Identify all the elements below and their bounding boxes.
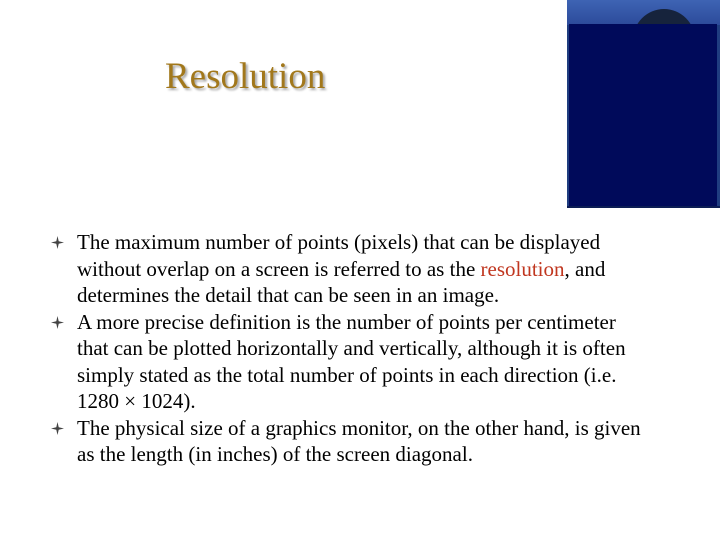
corner-image-frame: [567, 206, 720, 208]
four-point-star-bullet-icon: [51, 422, 64, 435]
four-point-star-bullet-icon: [51, 236, 64, 249]
corner-decorative-image: [567, 0, 720, 208]
bullet-item-definition: [50, 309, 650, 415]
bullet-text-before: The maximum number of points (pixels) that can be displayed without overlap on a screen is referred to as the: [77, 230, 601, 281]
four-point-star-bullet-icon: [51, 316, 64, 329]
slide-title: Resolution: [165, 56, 326, 97]
bullet-item-resolution: [50, 229, 650, 309]
bullet-text-after: , and determines the detail that can be seen in an image.: [77, 256, 606, 307]
corner-image-panel: [569, 24, 717, 208]
bullet-text: A more precise definition is the number of points per centimeter that can be plotted horizontally and vertically, although it is often simply stated as the total number of points in each direction (i.e. 1280 × 1024).: [77, 309, 626, 413]
bullet-list: [50, 229, 650, 468]
bullet-item-physical-size: [50, 415, 650, 468]
highlighted-term: resolution: [480, 256, 565, 281]
bullet-text: The physical size of a graphics monitor, on the other hand, is given as the length (in inches) of the screen diagonal.: [77, 415, 641, 466]
